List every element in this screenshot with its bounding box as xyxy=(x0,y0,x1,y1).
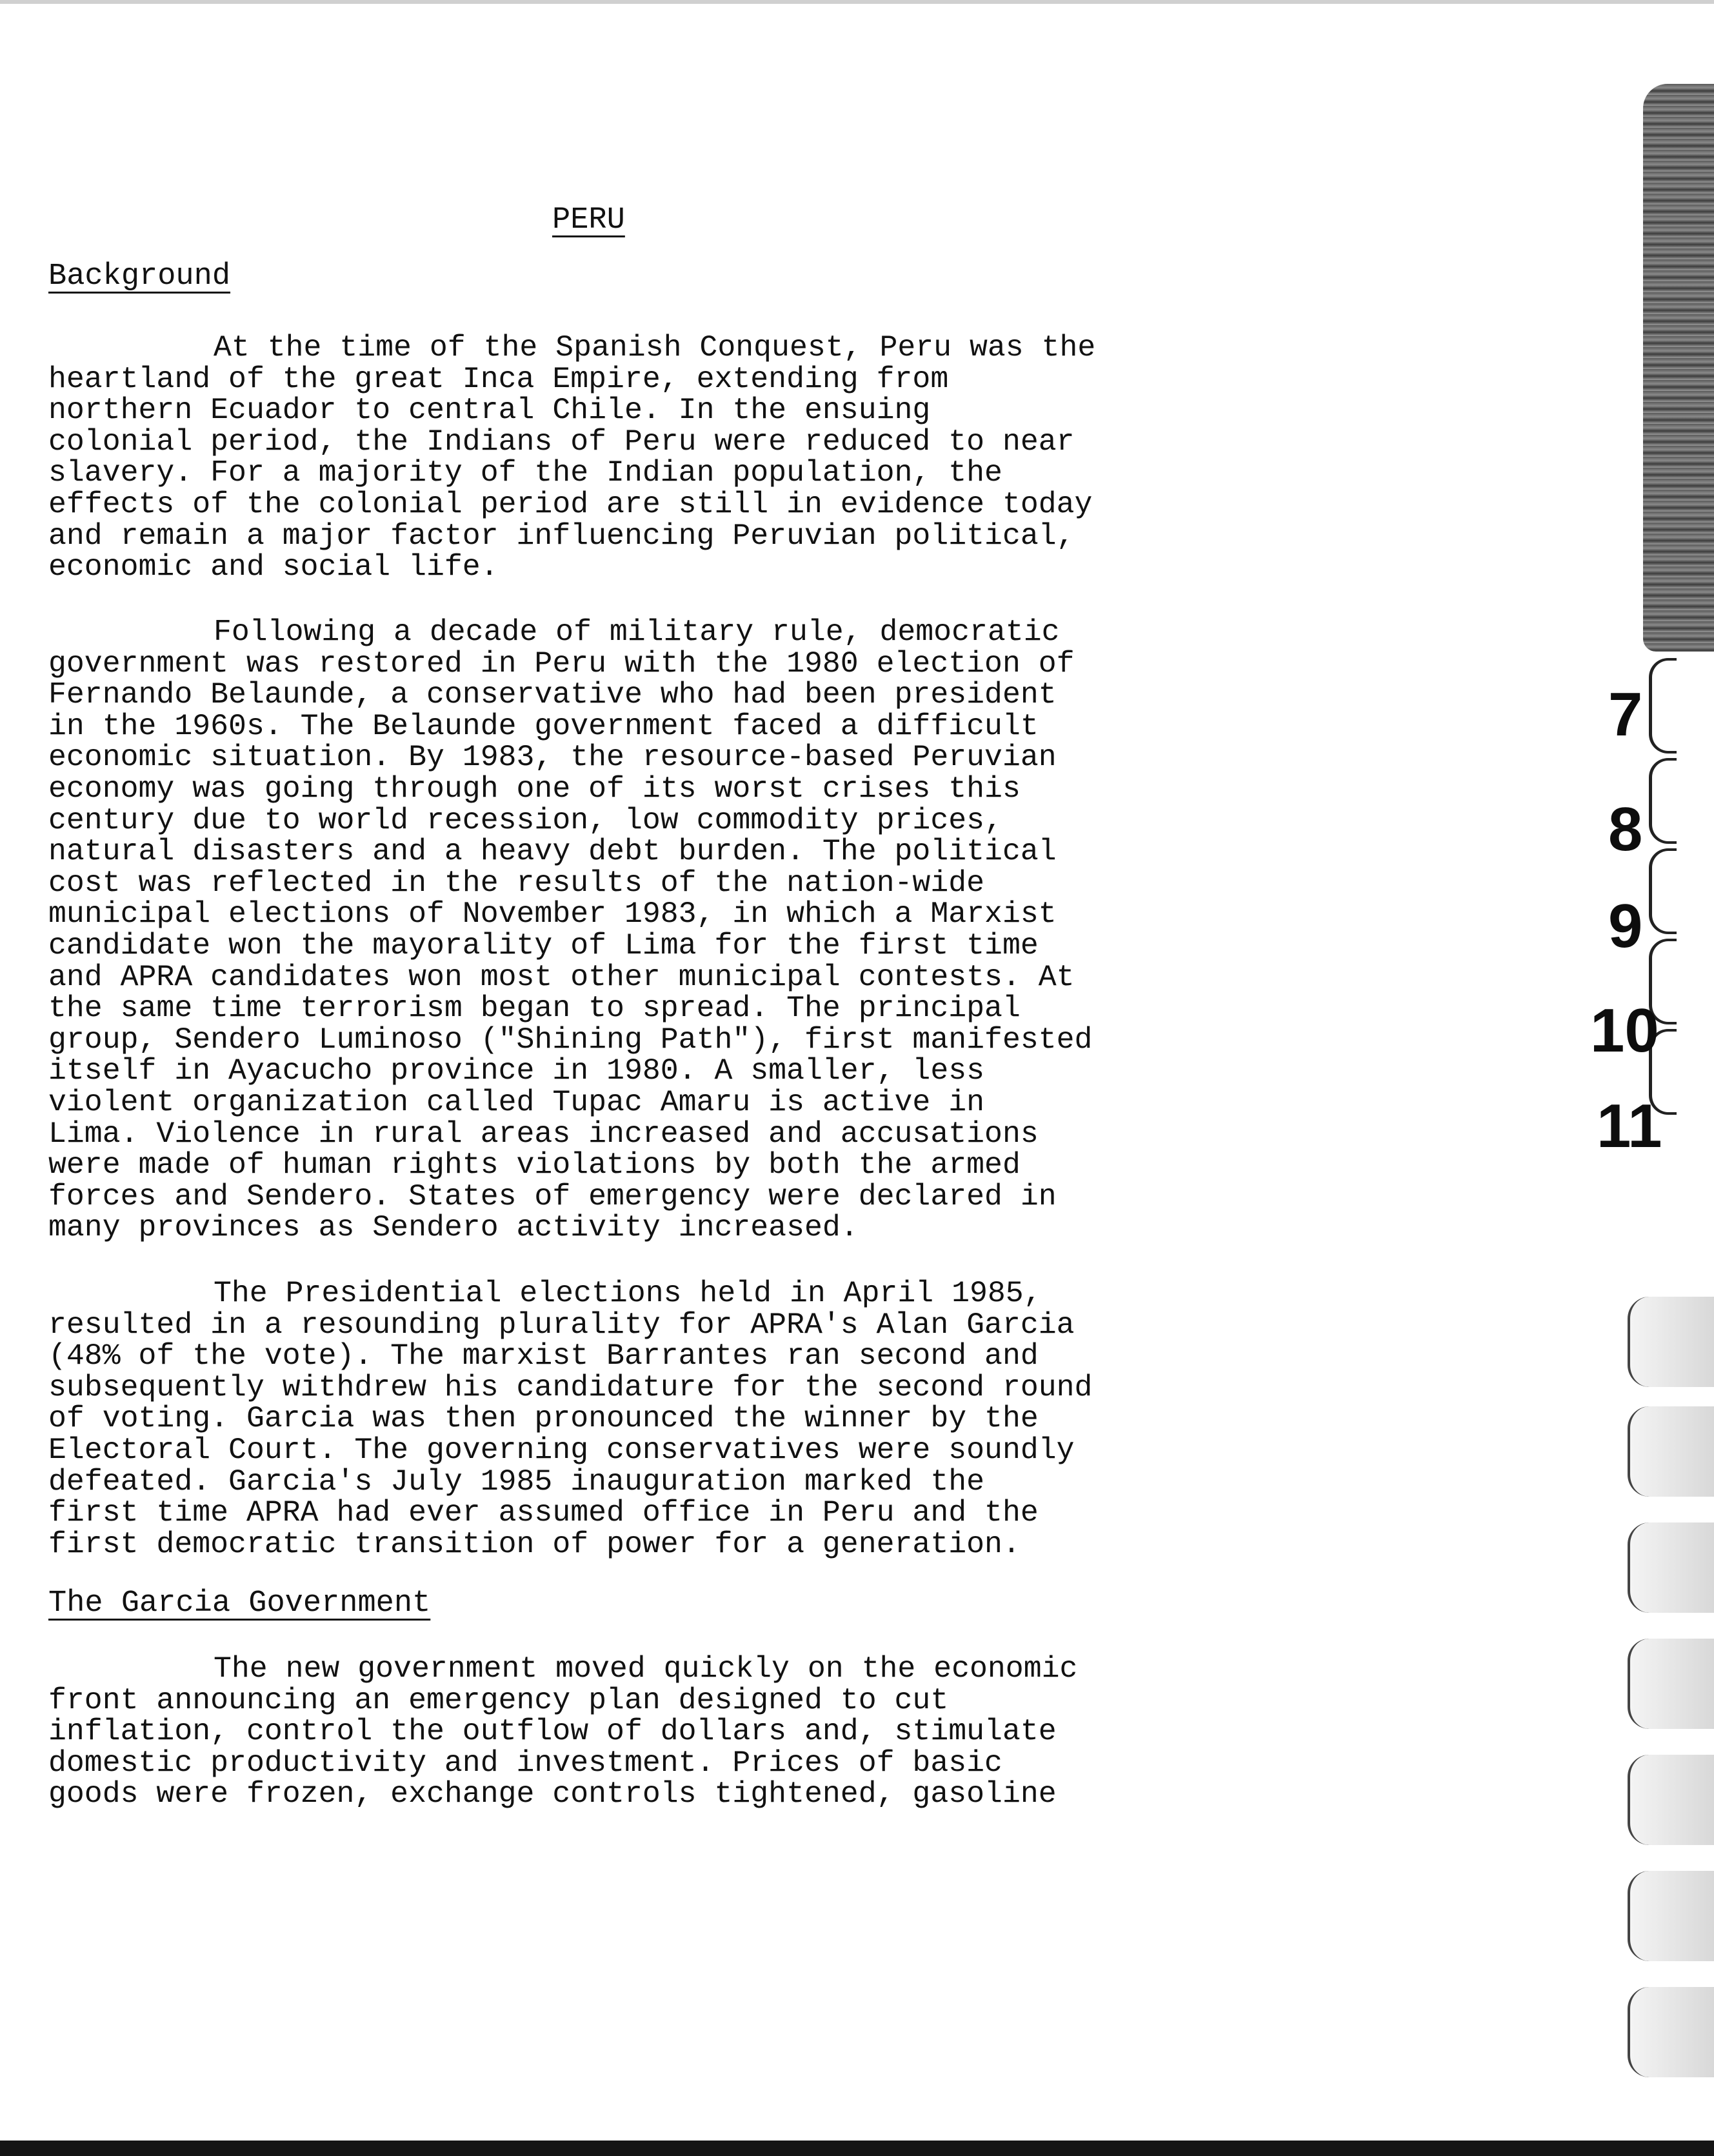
scan-bottom-edge xyxy=(0,2141,1714,2156)
blank-tab xyxy=(1628,1406,1714,1497)
section-heading-background: Background xyxy=(48,259,231,294)
section-heading-garcia-government: The Garcia Government xyxy=(48,1586,431,1621)
paragraph-presidential-elections: The Presidential elections held in April 1985, resulted in a resounding plurality for APRA's Alan Garcia (48% of the vote). The marxist Barrantes ran second and subsequently withdrew his candidature for the second round of voting. Garcia was then pronounced the winner by the Electoral Court. The governing conservatives were soundly defeated. Garcia's July 1985 inauguration marked the first time APRA had ever assumed office in Peru and the first democratic transition of power for a generation. xyxy=(48,1276,1093,1561)
scan-top-edge xyxy=(0,0,1714,4)
blank-tab xyxy=(1628,1755,1714,1845)
document-title: PERU xyxy=(552,203,625,237)
blank-tab xyxy=(1628,1639,1714,1729)
index-tab-8[interactable]: 8 xyxy=(1608,795,1643,864)
tab-shading xyxy=(1643,84,1714,652)
index-tab-9[interactable]: 9 xyxy=(1608,892,1643,961)
index-tab-10[interactable]: 10 xyxy=(1590,996,1659,1065)
index-tab-11[interactable]: 11 xyxy=(1597,1092,1662,1161)
blank-tab xyxy=(1628,1522,1714,1613)
blank-tab xyxy=(1628,1871,1714,1961)
blank-tab xyxy=(1628,1987,1714,2077)
index-tab-strip xyxy=(1584,84,1714,2116)
paragraph-new-government: The new government moved quickly on the economic front announcing an emergency plan designed to cut inflation, control the outflow of dollars and, stimulate domestic productivity and investment. Prices of basic goods were frozen, exchange controls tightened, gasoline xyxy=(48,1652,1078,1812)
tab-edge xyxy=(1649,758,1677,844)
tab-edge xyxy=(1649,848,1677,934)
paragraph-democratic-government: Following a decade of military rule, democratic government was restored in Peru with the 1980 election of Fernando Belaunde, a conservative who had been president in the 1960s. The Belaunde government faced a difficult economic situation. By 1983, the resource-based Peruvian economy was going through one of its worst crises this century due to world recession, low commodity prices, natural disasters and a heavy debt burden. The political cost was reflected in the results of the nation-wide municipal elections of November 1983, in which a Marxist candidate won the mayorality of Lima for the first time and APRA candidates won most other municipal contests. At the same time terrorism began to spread. The principal group, Sendero Luminoso ("Shining Path"), first manifested itself in Ayacucho province in 1980. A smaller, less violent organization called Tupac Amaru is active in Lima. Violence in rural areas increased and accusations were made of human rights violations by both the armed forces and Sendero. States of emergency were declared in many provinces as Sendero activity increased. xyxy=(48,615,1093,1245)
paragraph-spanish-conquest: At the time of the Spanish Conquest, Peru was the heartland of the great Inca Empire, extending from northern Ecuador to central Chile. In the ensuing colonial period, the Indians of Peru were reduced to near slavery. For a majority of the Indian population, the effects of the colonial period are still in evidence today and remain a major factor influencing Peruvian political, economic and social life. xyxy=(48,330,1096,584)
index-tab-7[interactable]: 7 xyxy=(1608,680,1643,749)
blank-tab xyxy=(1628,1297,1714,1387)
tab-edge xyxy=(1649,658,1677,754)
